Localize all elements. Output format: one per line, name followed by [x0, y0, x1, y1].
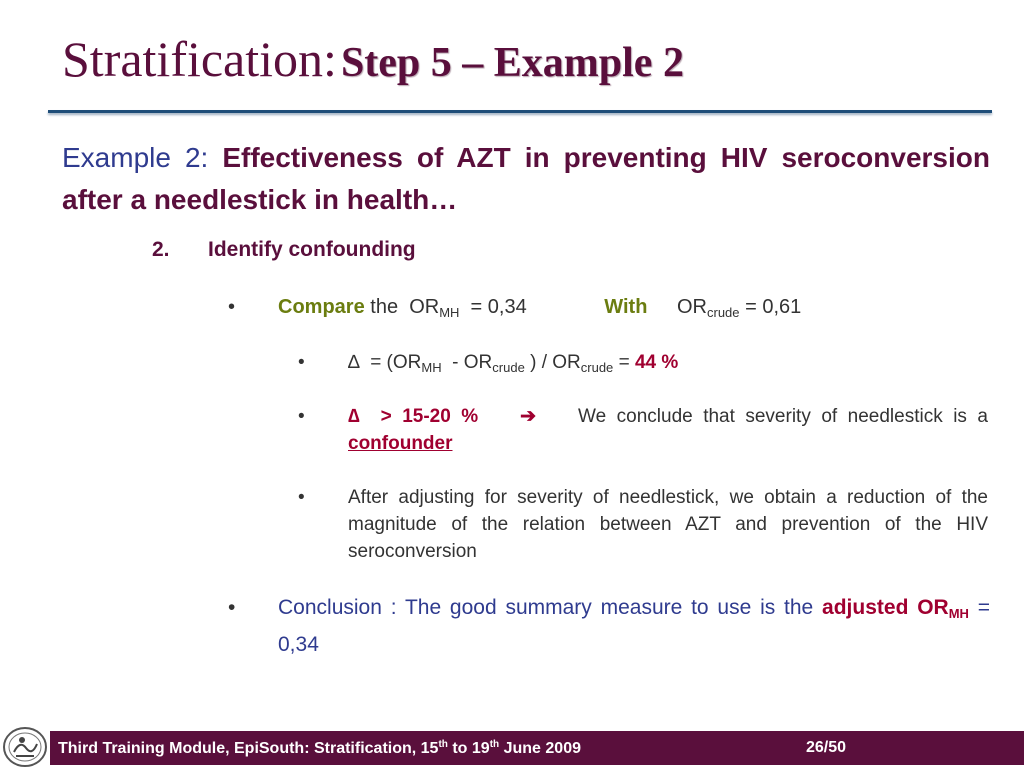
- step-heading: [152, 238, 416, 262]
- or-crude-label: OR: [676, 296, 707, 318]
- bullet-marker: •: [298, 487, 305, 508]
- with-word: With: [604, 296, 648, 318]
- crude-subscript: crude: [492, 360, 525, 375]
- delta-formula-2: - OR: [452, 352, 493, 373]
- adjusting-bullet: [298, 484, 988, 565]
- footer-sup-2: th: [489, 738, 500, 750]
- delta-formula-3: ) / OR: [530, 352, 581, 373]
- title-sub: Step 5 – Example 2: [340, 40, 684, 86]
- compare-word: Compare: [278, 296, 365, 318]
- example-text: Effectiveness of AZT in preventing HIV seroconversion after a needlestick in health…: [62, 142, 990, 215]
- slide-title: [62, 30, 684, 88]
- the-word: the: [370, 296, 399, 318]
- mh-subscript: MH: [421, 360, 442, 375]
- episouth-logo-icon: [2, 726, 48, 768]
- step-number: 2.: [152, 238, 170, 261]
- adjusted-or-value: = 0,34: [278, 596, 990, 656]
- compare-bullet: [228, 296, 968, 320]
- example-label: Example 2:: [62, 142, 209, 173]
- page-number: 26/50: [806, 739, 847, 756]
- threshold-bullet: [298, 403, 988, 457]
- delta-icon: ∆: [348, 406, 360, 427]
- footer-text: [50, 739, 581, 758]
- delta-percent: 44 %: [634, 352, 679, 373]
- mh-subscript: MH: [948, 606, 969, 621]
- example-heading: [62, 137, 990, 221]
- delta-bullet: [298, 352, 988, 375]
- adjusting-text: After adjusting for severity of needlestick, we obtain a reduction of the magnitude of the relation between AZT and prevention of the HIV seroconversion: [348, 487, 988, 562]
- title-main: Stratification:: [62, 31, 337, 87]
- bullet-marker: •: [228, 596, 236, 619]
- step-label: Identify confounding: [208, 238, 416, 261]
- or-mh-value: = 0,34: [470, 296, 527, 318]
- crude-subscript-2: crude: [580, 360, 614, 375]
- delta-icon: ∆: [348, 352, 360, 373]
- arrow-right-icon: ➔: [520, 406, 537, 427]
- bullet-marker: •: [228, 296, 236, 318]
- footer-text-b: to 19: [447, 739, 490, 757]
- footer-text-a: Third Training Module, EpiSouth: Stratification, 15: [58, 739, 439, 757]
- or-mh-label: OR: [409, 296, 440, 318]
- threshold-text: We conclude that severity of needlestick is a: [578, 406, 988, 427]
- mh-subscript: MH: [439, 305, 460, 320]
- title-divider: [48, 110, 992, 113]
- delta-formula-1: = (OR: [370, 352, 422, 373]
- footer-sup-1: th: [438, 738, 448, 750]
- delta-formula-4: =: [618, 352, 630, 373]
- conclusion-bullet: [228, 592, 990, 660]
- or-crude-value: = 0,61: [745, 296, 802, 318]
- footer-bar: [50, 731, 1024, 765]
- bullet-marker: •: [298, 406, 305, 427]
- footer-text-c: June 2009: [499, 739, 581, 757]
- bullet-marker: •: [298, 352, 305, 373]
- crude-subscript: crude: [706, 305, 740, 320]
- conclusion-text: Conclusion : The good summary measure to use is the: [278, 596, 814, 619]
- adjusted-or-label: adjusted OR: [822, 596, 949, 619]
- confounder-term: confounder: [348, 433, 453, 454]
- threshold-value: > 15-20 %: [380, 406, 479, 427]
